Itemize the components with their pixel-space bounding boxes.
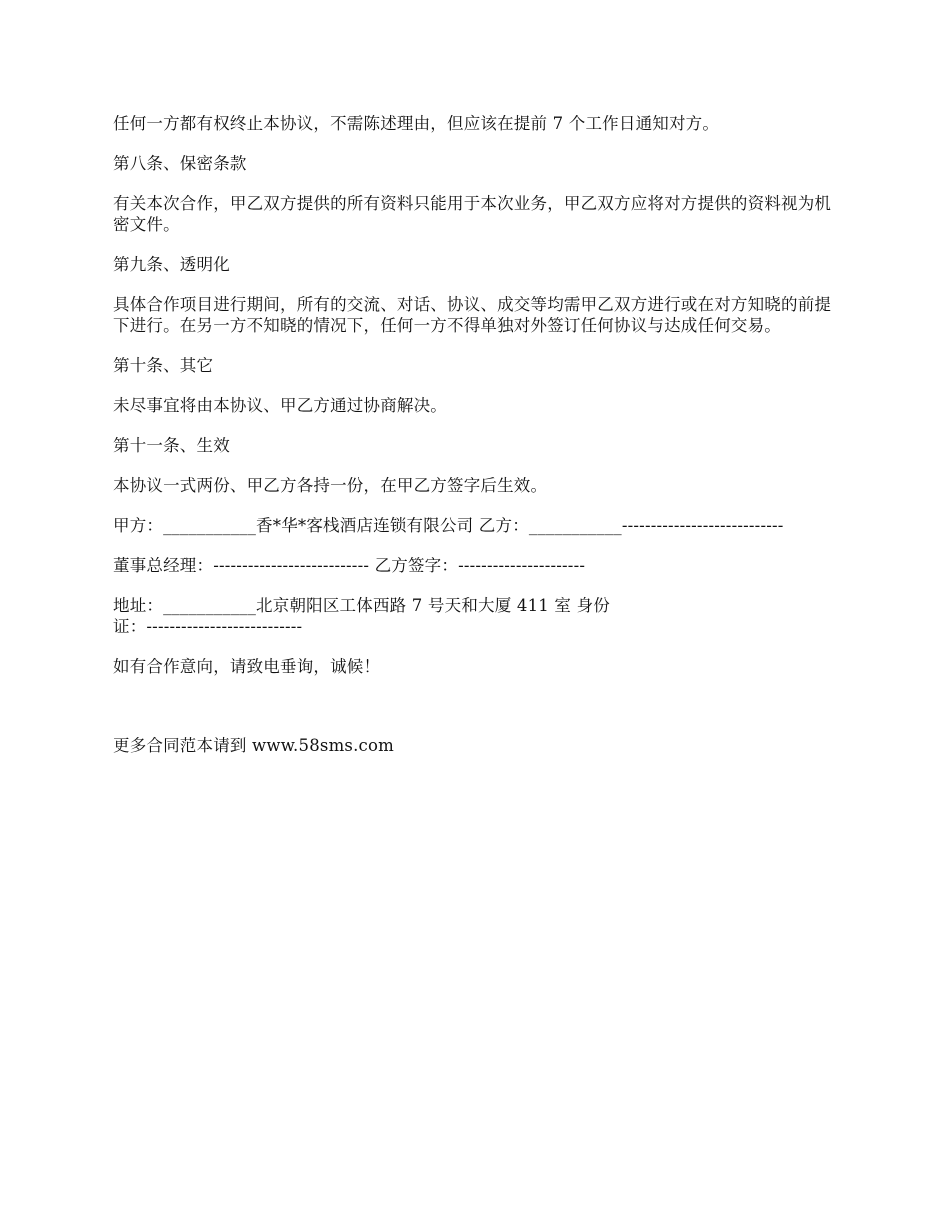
article-9-heading: 第九条、透明化	[113, 255, 230, 274]
clause-termination-text: 任何一方都有权终止本协议，不需陈述理由，但应该在提前 7 个工作日通知对方。	[113, 114, 720, 133]
article-11-heading: 第十一条、生效	[113, 436, 230, 455]
party-line: 甲方：___________香*华*客栈酒店连锁有限公司 乙方：___________----------------------------	[113, 516, 784, 535]
article-11-text: 本协议一式两份、甲乙方各持一份，在甲乙方签字后生效。	[113, 476, 548, 495]
article-9-text: 具体合作项目进行期间，所有的交流、对话、协议、成交等均需甲乙双方进行或在对方知晓的前提下进行。在另一方不知晓的情况下，任何一方不得单独对外签订任何协议与达成任何交易。	[113, 295, 832, 335]
article-8-heading: 第八条、保密条款	[113, 154, 247, 173]
article-10-heading: 第十条、其它	[113, 356, 214, 375]
article-10-text: 未尽事宜将由本协议、甲乙方通过协商解决。	[113, 396, 447, 415]
footer-link-text: 更多合同范本请到 www.58sms.com	[113, 736, 394, 755]
address-line: 地址：___________北京朝阳区工体西路 7 号天和大厦 411 室 身份 证：---------------------------	[113, 596, 610, 636]
document-body	[113, 113, 840, 775]
signature-line: 董事总经理：--------------------------- 乙方签字：----------------------	[113, 556, 586, 575]
closing-line: 如有合作意向，请致电垂询，诚候！	[113, 657, 381, 676]
article-8-text: 有关本次合作，甲乙双方提供的所有资料只能用于本次业务，甲乙双方应将对方提供的资料视为机密文件。	[113, 194, 832, 234]
